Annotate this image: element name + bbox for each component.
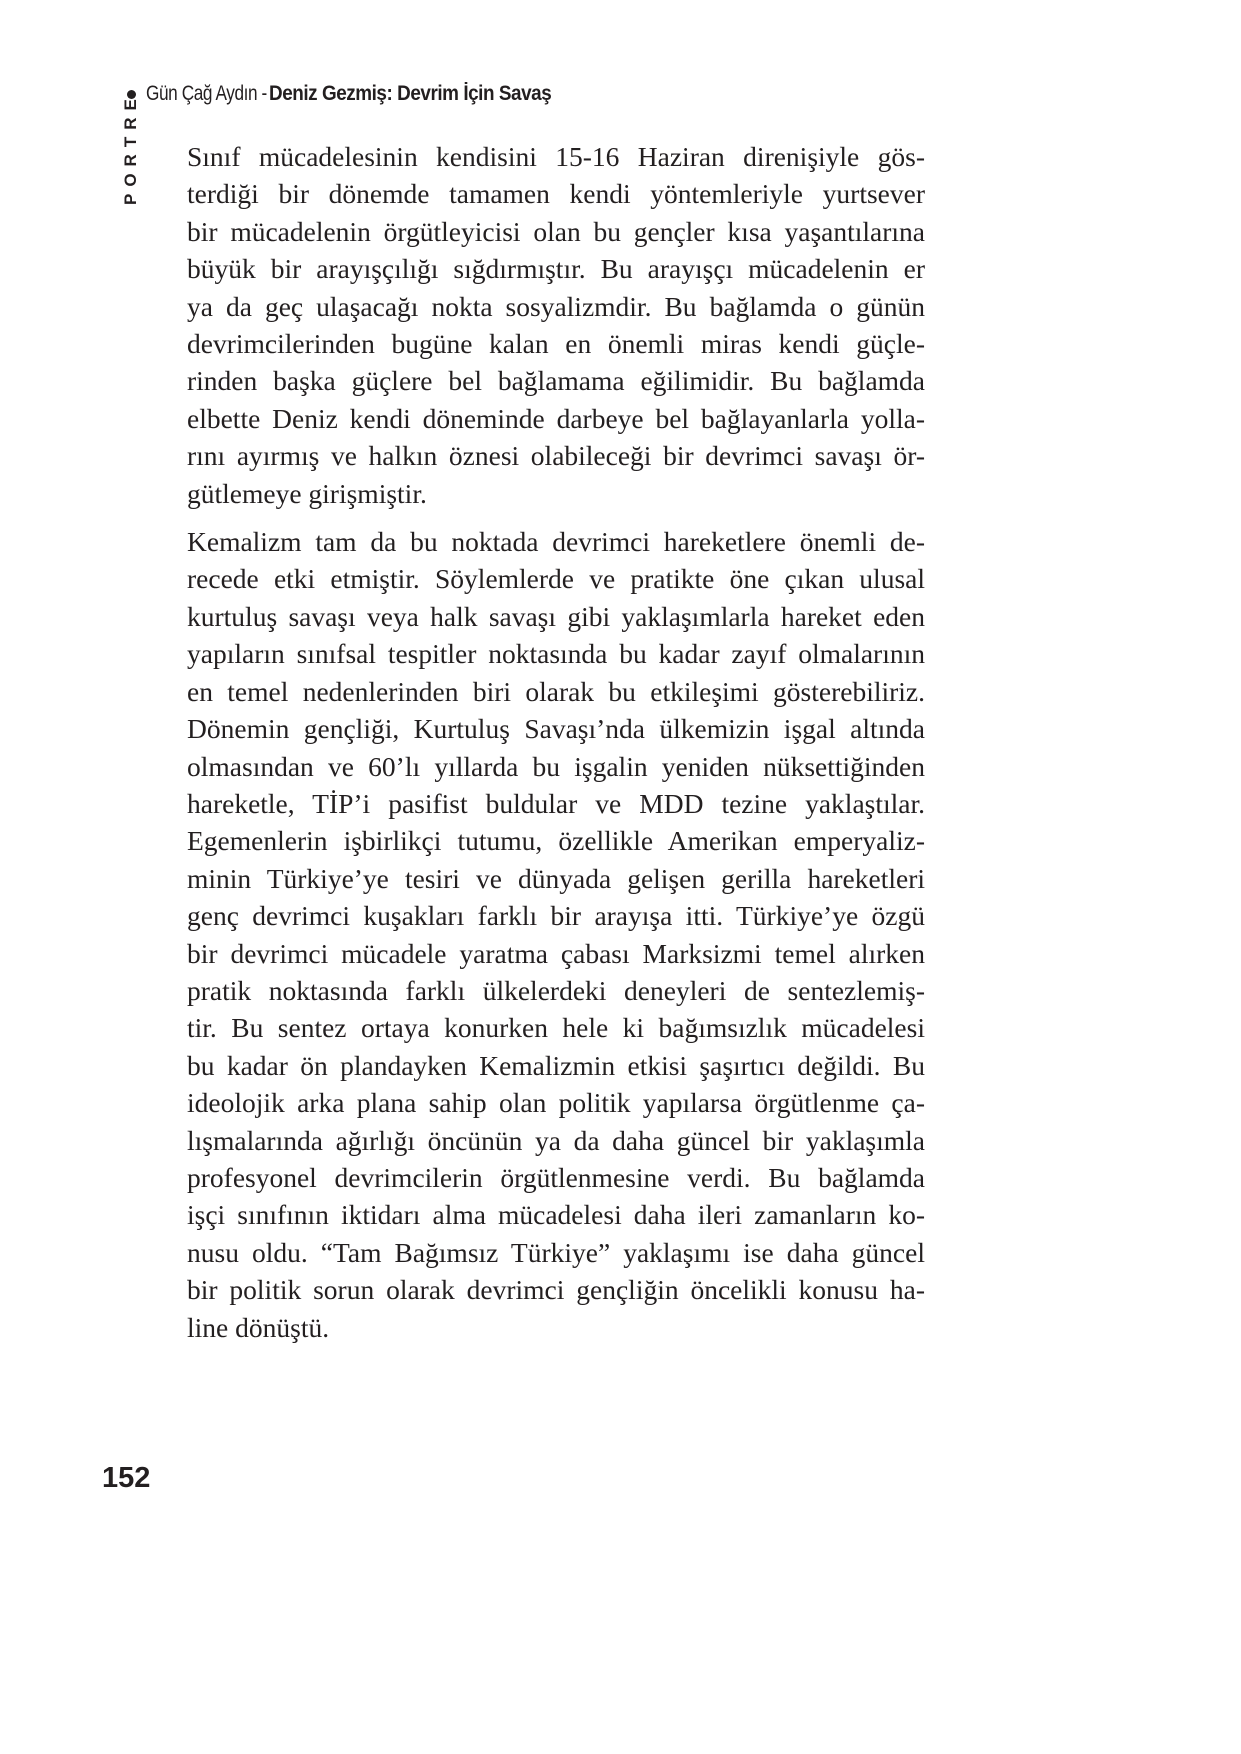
text-line: olmasından ve 60’lı yıllarda bu işgalin yeniden nüksettiğinden <box>187 750 925 782</box>
header-book-title: Deniz Gezmiş: Devrim İçin Savaş <box>269 82 552 105</box>
text-line: recede etki etmiştir. Söylemlerde ve pratikte öne çıkan ulusal <box>187 563 925 595</box>
text-line: tir. Bu sentez ortaya konurken hele ki bağımsızlık mücadelesi <box>187 1012 925 1044</box>
text-line: bir politik sorun olarak devrimci gençliğin öncelikli konusu ha- <box>187 1274 925 1306</box>
text-line: pratik noktasında farklı ülkelerdeki deneyleri de sentezlemiş- <box>187 974 925 1006</box>
text-line: yapıların sınıfsal tespitler noktasında bu kadar zayıf olmalarının <box>187 638 925 670</box>
text-line: bu kadar ön plandayken Kemalizmin etkisi şaşırtıcı değildi. Bu <box>187 1049 925 1081</box>
text-line: genç devrimci kuşakları farklı bir arayışa itti. Türkiye’ye özgü <box>187 900 925 932</box>
paragraph <box>187 523 925 1346</box>
running-header <box>127 82 583 106</box>
text-line: ya da geç ulaşacağı nokta sosyalizmdir. Bu bağlamda o günün <box>187 290 925 322</box>
text-line: minin Türkiye’ye tesiri ve dünyada gelişen gerilla hareketleri <box>187 862 925 894</box>
text-line: devrimcilerinden bugüne kalan en önemli miras kendi güçle- <box>187 328 925 360</box>
text-line: terdiği bir dönemde tamamen kendi yöntemleriyle yurtsever <box>187 178 925 210</box>
text-line: ideolojik arka plana sahip olan politik yapılarsa örgütlenme ça- <box>187 1087 925 1119</box>
text-line: Egemenlerin işbirlikçi tutumu, özellikle Amerikan emperyaliz- <box>187 825 925 857</box>
text-line: rını ayırmış ve halkın öznesi olabileceği bir devrimci savaşı ör- <box>187 440 925 472</box>
text-line: Kemalizm tam da bu noktada devrimci hareketlere önemli de- <box>187 526 925 558</box>
text-line: bir devrimci mücadele yaratma çabası Marksizmi temel alırken <box>187 937 925 969</box>
text-line: nusu oldu. “Tam Bağımsız Türkiye” yaklaşımı ise daha güncel <box>187 1236 925 1268</box>
text-line: gütlemeye girişmiştir. <box>187 477 427 509</box>
section-label: PORTRE <box>121 92 140 205</box>
text-line: işçi sınıfının iktidarı alma mücadelesi daha ileri zamanların ko- <box>187 1199 925 1231</box>
page-number: 152 <box>102 1462 151 1494</box>
text-line: hareketle, TİP’i pasifist buldular ve MDD tezine yaklaştılar. <box>187 787 925 819</box>
text-line: rinden başka güçlere bel bağlamama eğilimidir. Bu bağlamda <box>187 365 925 397</box>
text-line: lışmalarında ağırlığı öncünün ya da daha güncel bir yaklaşımla <box>187 1124 925 1156</box>
text-line: bir mücadelenin örgütleyicisi olan bu gençler kısa yaşantılarına <box>187 215 925 247</box>
text-line: Dönemin gençliği, Kurtuluş Savaşı’nda ülkemizin işgal altında <box>187 713 925 745</box>
text-line: büyük bir arayışçılığı sığdırmıştır. Bu arayışçı mücadelenin er <box>187 253 925 285</box>
paragraph <box>187 138 925 512</box>
text-line: elbette Deniz kendi döneminde darbeye bel bağlayanlarla yolla- <box>187 402 925 434</box>
text-line: Sınıf mücadelesinin kendisini 15-16 Haziran direnişiyle gös- <box>187 141 925 172</box>
header-author: Gün Çağ Aydın - <box>146 82 267 105</box>
text-line: profesyonel devrimcilerin örgütlenmesine verdi. Bu bağlamda <box>187 1161 925 1193</box>
text-line: kurtuluş savaşı veya halk savaşı gibi yaklaşımlarla hareket eden <box>187 600 925 632</box>
text-line: en temel nedenlerinden biri olarak bu etkileşimi gösterebiliriz. <box>187 675 925 707</box>
body-text <box>187 138 925 1357</box>
text-line: line dönüştü. <box>187 1311 330 1343</box>
